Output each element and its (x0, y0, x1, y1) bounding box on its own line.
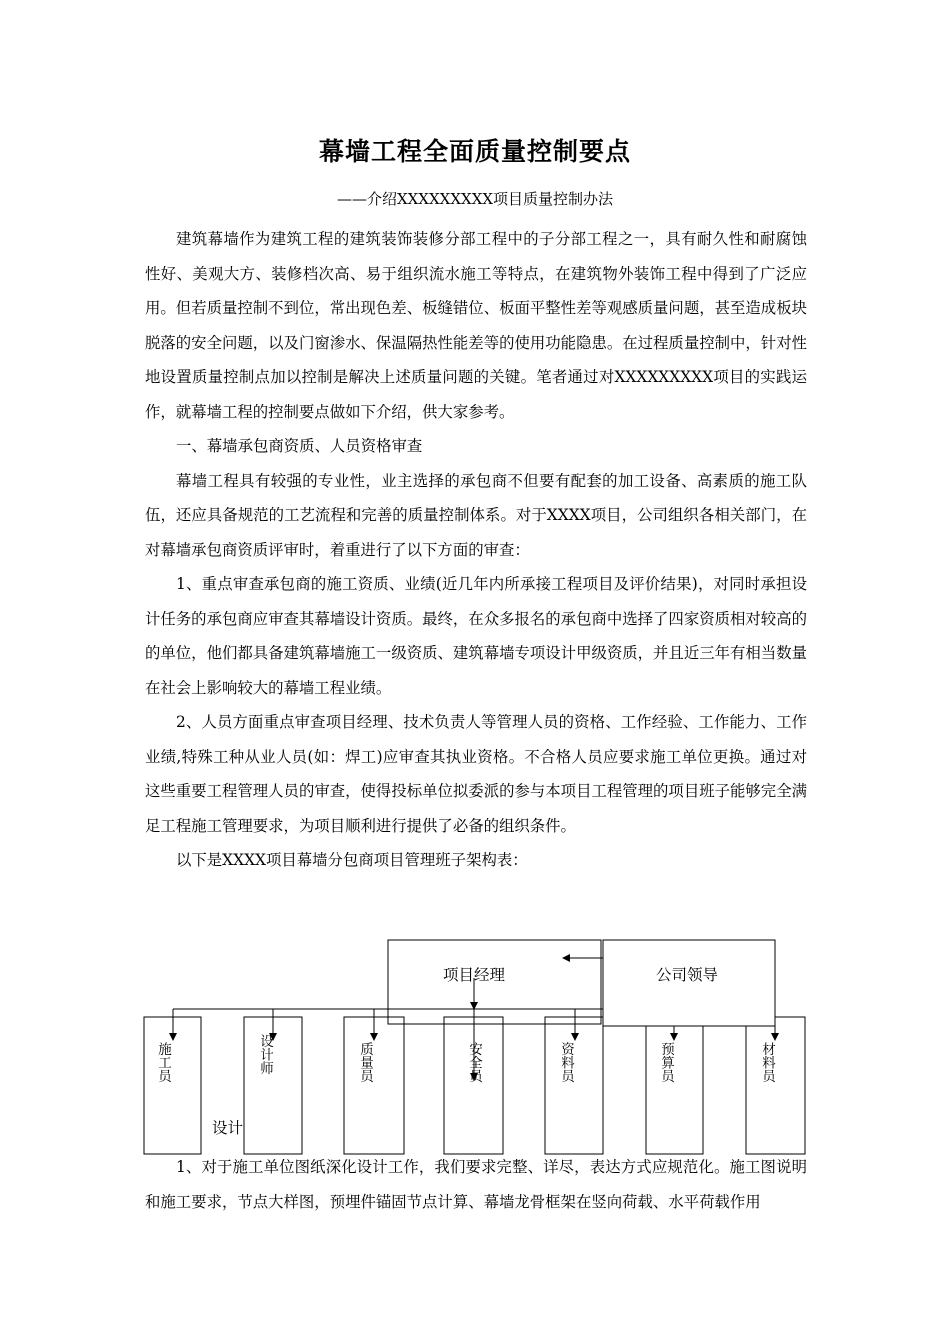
stray-design-text: 设计 (212, 1119, 244, 1137)
after-chart-paragraph: 1、对于施工单位图纸深化设计工作，我们要求完整、详尽，表达方式应规范化。施工图说明和施工要求，节点大样图，预埋件锚固节点计算、幕墙龙骨框架在竖向荷载、水平荷载作用 (145, 1158, 807, 1211)
role-label-5: 预算员 (658, 1042, 674, 1083)
section1-paragraph-2: 1、重点审查承包商的施工资质、业绩(近几年内所承接工程项目及评价结果)，对同时承担设计任务的承包商应审查其幕墙设计资质。最终，在众多报名的承包商中选择了四家资质相对较高的的单位，他们都具备建筑幕墙施工一级资质、建筑幕墙专项设计甲级资质，并且近三年有相当数量在社会上影响较大的幕墙工程业绩。 (145, 575, 807, 697)
role-label-0: 施工员 (155, 1042, 171, 1083)
role-label-6: 材料员 (759, 1042, 775, 1083)
body-text-upper (145, 222, 807, 878)
role-label-4: 资料员 (558, 1042, 574, 1083)
manager-label: 项目经理 (443, 966, 506, 984)
section1-paragraph-3: 2、人员方面重点审查项目经理、技术负责人等管理人员的资格、工作经验、工作能力、工作业绩,特殊工种从业人员(如：焊工)应审查其执业资格。不合格人员应要求施工单位更换。通过对这些重要工程管理人员的审查，使得投标单位拟委派的参与本项目工程管理的项目班子能够完全满足工程施工管理要求，为项目顺利进行提供了必备的组织条件。 (145, 713, 807, 835)
org-chart (0, 930, 950, 1160)
role-box (545, 1017, 603, 1154)
intro-paragraph: 建筑幕墙作为建筑工程的建筑装饰装修分部工程中的子分部工程之一，具有耐久性和耐腐蚀性好、美观大方、装修档次高、易于组织流水施工等特点，在建筑物外装饰工程中得到了广泛应用。但若质量控制不到位，常出现色差、板缝错位、板面平整性差等观感质量问题，甚至造成板块脱落的安全问题，以及门窗渗水、保温隔热性能差等的使用功能隐患。在过程质量控制中，针对性地设置质量控制点加以控制是解决上述质量问题的关键。笔者通过对XXXXXXXXX项目的实践运作，就幕墙工程的控制要点做如下介绍，供大家参考。 (145, 230, 807, 421)
document-subtitle: ——介绍XXXXXXXXX项目质量控制办法 (336, 190, 614, 208)
document-title: 幕墙工程全面质量控制要点 (318, 137, 631, 166)
section1-heading: 一、幕墙承包商资质、人员资格审查 (176, 437, 423, 455)
role-label-2: 质量员 (357, 1042, 373, 1083)
body-text-lower (145, 1150, 807, 1219)
role-label-1: 设计师 (257, 1034, 273, 1075)
company-label: 公司领导 (656, 966, 719, 984)
role-label-3: 安全员 (466, 1042, 482, 1083)
chart-intro: 以下是XXXX项目幕墙分包商项目管理班子架构表： (176, 851, 528, 869)
section1-paragraph-1: 幕墙工程具有较强的专业性，业主选择的承包商不但要有配套的加工设备、高素质的施工队伍，还应具备规范的工艺流程和完善的质量控制体系。对于XXXX项目，公司组织各相关部门，在对幕墙承包商资质评审时，着重进行了以下方面的审查： (145, 471, 807, 559)
